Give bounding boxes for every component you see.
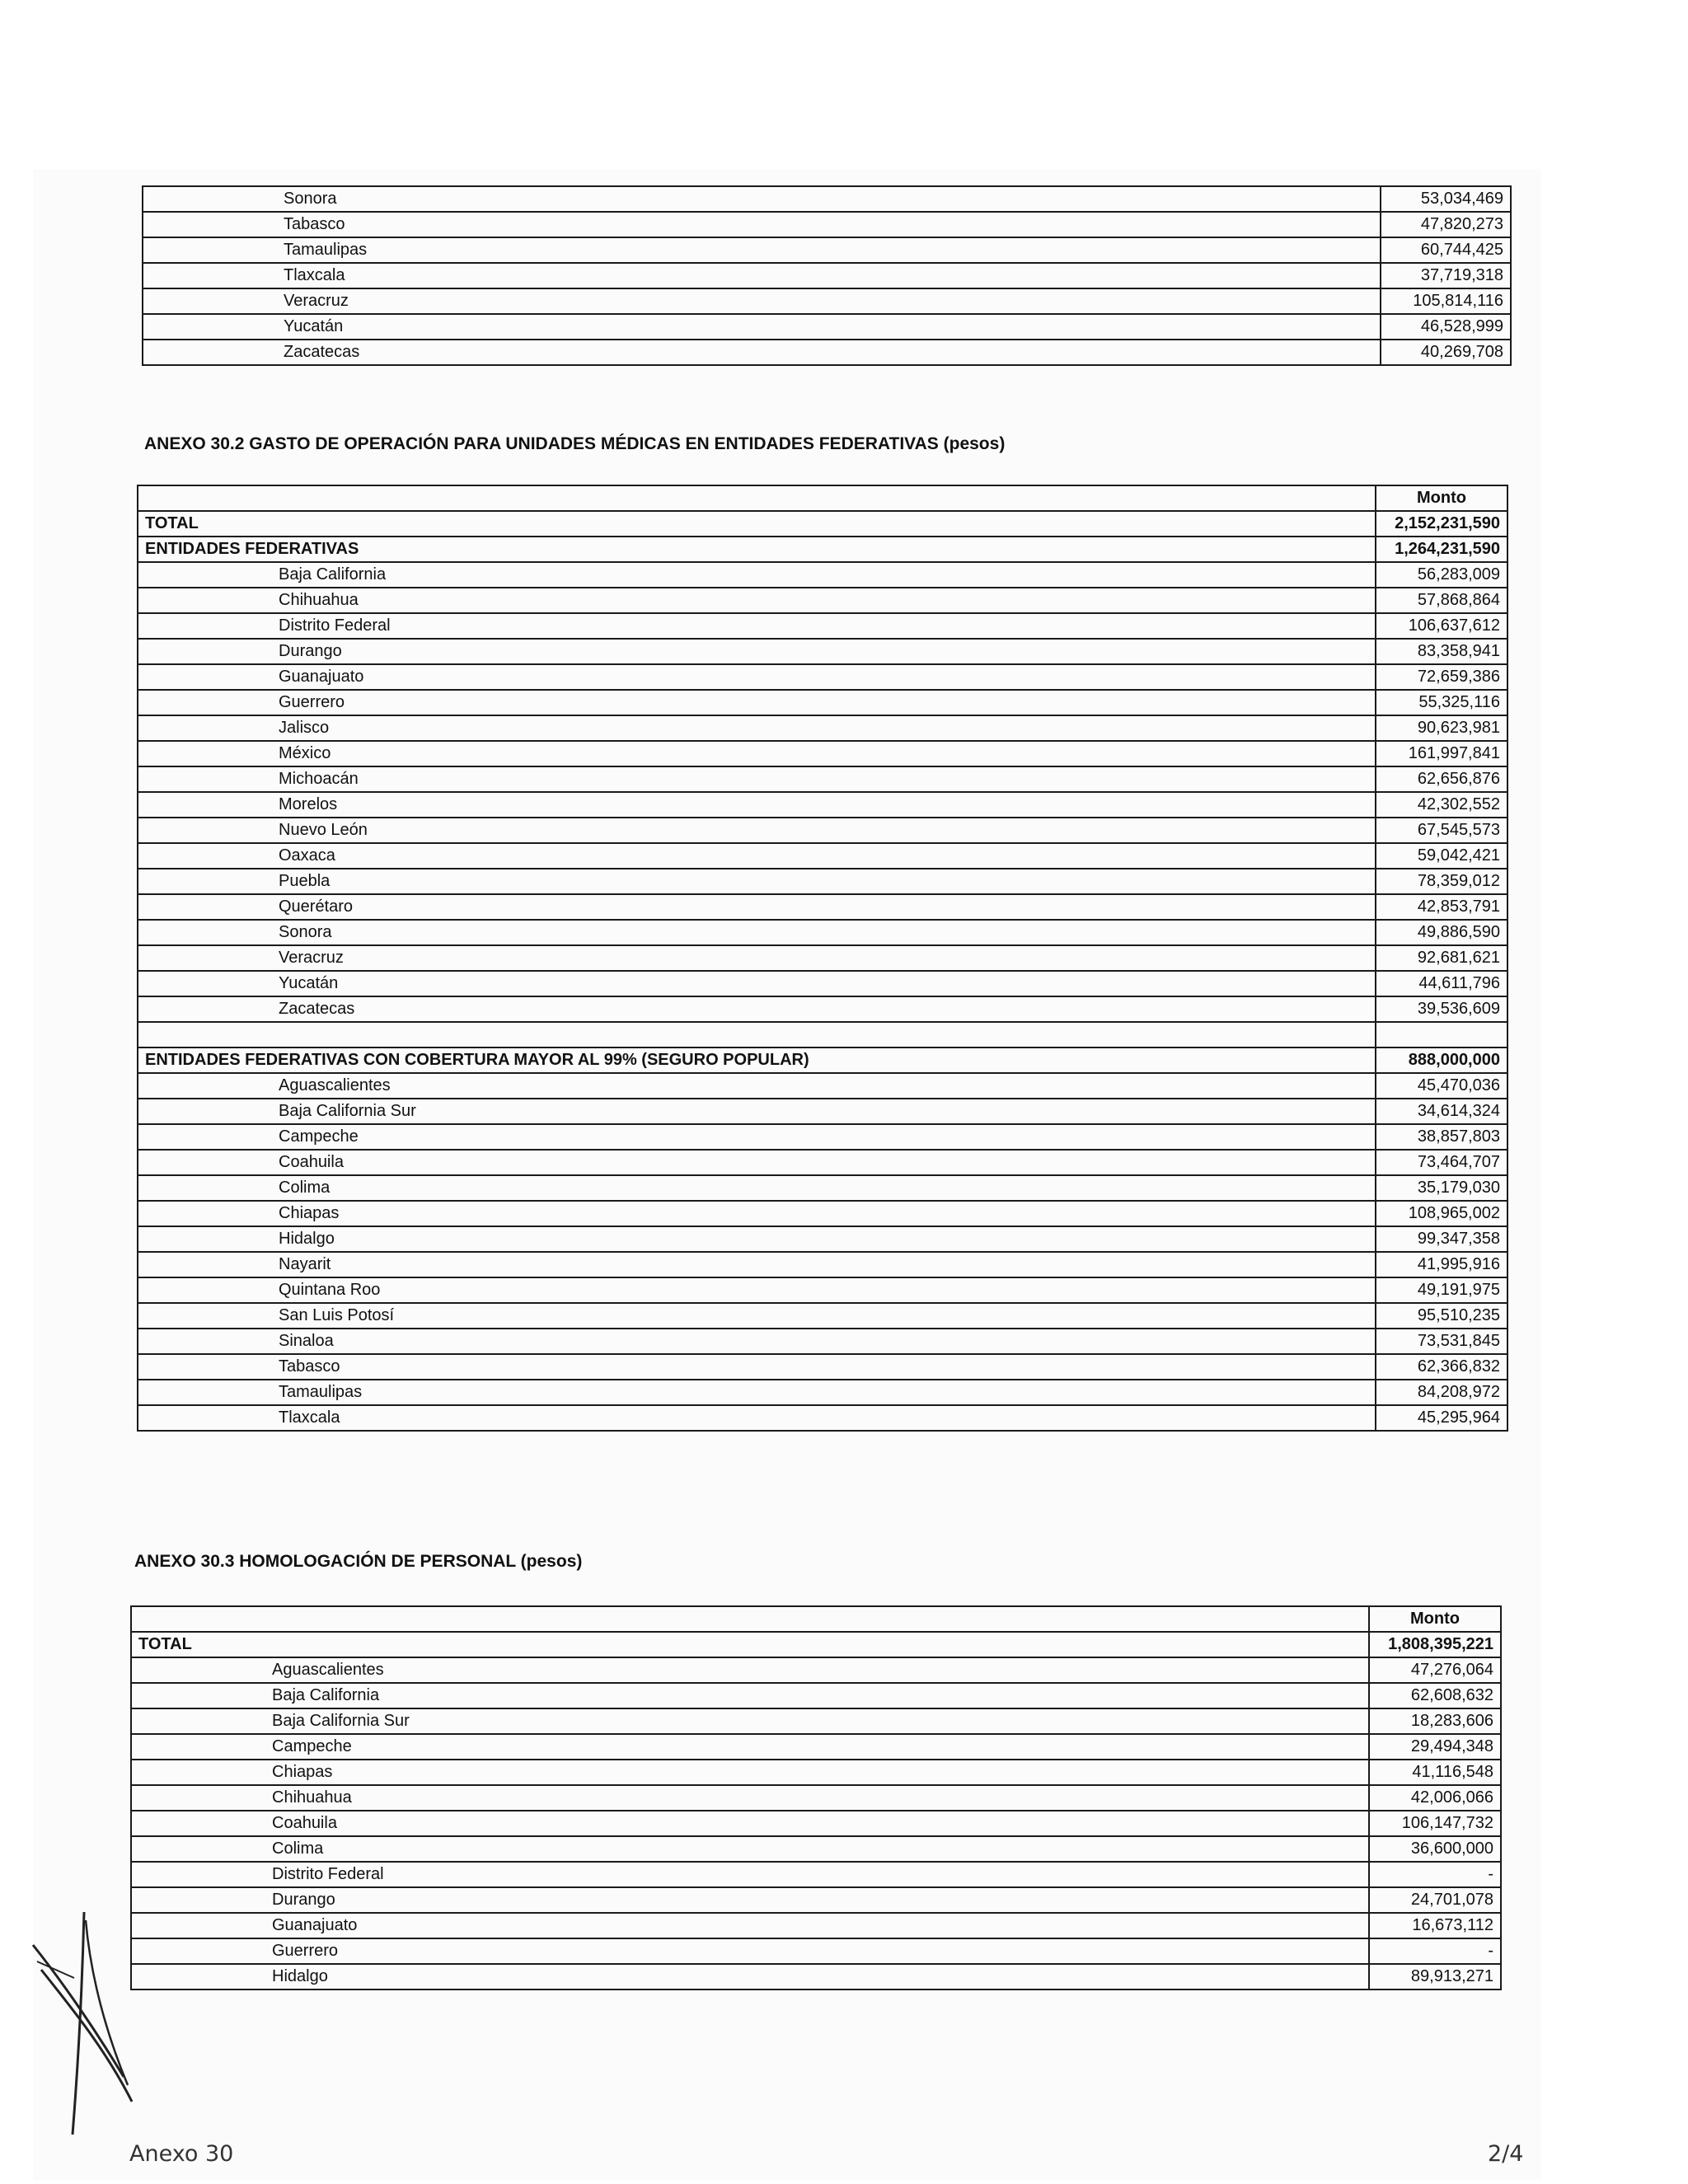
state-name: Veracruz	[138, 945, 1376, 971]
state-name: Durango	[138, 639, 1376, 664]
state-name: Veracruz	[143, 288, 1381, 314]
state-name: Campeche	[131, 1734, 1369, 1760]
state-amount: 99,347,358	[1376, 1226, 1507, 1252]
table-row	[138, 1201, 1507, 1226]
table-row	[138, 1073, 1507, 1099]
group-label: ENTIDADES FEDERATIVAS	[138, 537, 1376, 562]
table-row	[138, 996, 1507, 1022]
state-amount: 62,608,632	[1369, 1683, 1501, 1708]
state-name: Hidalgo	[131, 1964, 1369, 1990]
state-name: Coahuila	[138, 1150, 1376, 1175]
table-row	[138, 920, 1507, 945]
state-amount: 105,814,116	[1381, 288, 1511, 314]
table-row	[131, 1836, 1501, 1862]
group-amount: 1,264,231,590	[1376, 537, 1507, 562]
state-amount: 24,701,078	[1369, 1887, 1501, 1913]
total-row	[131, 1632, 1501, 1657]
table-row	[138, 1150, 1507, 1175]
table-row	[138, 818, 1507, 843]
state-amount: 84,208,972	[1376, 1380, 1507, 1405]
anexo-30-3-table	[130, 1605, 1502, 1990]
state-name: Zacatecas	[143, 340, 1381, 365]
state-name: México	[138, 741, 1376, 766]
table-row	[138, 1252, 1507, 1277]
state-amount: 83,358,941	[1376, 639, 1507, 664]
state-name: Querétaro	[138, 894, 1376, 920]
state-name: Baja California Sur	[131, 1708, 1369, 1734]
table-row	[138, 869, 1507, 894]
table-row	[138, 562, 1507, 588]
table-header-row	[131, 1606, 1501, 1632]
state-amount: 55,325,116	[1376, 690, 1507, 715]
state-name: Chihuahua	[138, 588, 1376, 613]
table-row	[138, 894, 1507, 920]
state-amount: 39,536,609	[1376, 996, 1507, 1022]
state-amount: -	[1369, 1938, 1501, 1964]
table-row	[138, 588, 1507, 613]
state-name: Chiapas	[131, 1760, 1369, 1785]
state-name: Sonora	[143, 186, 1381, 212]
state-name: Baja California Sur	[138, 1099, 1376, 1124]
table-row	[131, 1683, 1501, 1708]
state-name: Guerrero	[138, 690, 1376, 715]
state-amount: 44,611,796	[1376, 971, 1507, 996]
table-row	[131, 1785, 1501, 1811]
state-name: Aguascalientes	[131, 1657, 1369, 1683]
state-name: Chihuahua	[131, 1785, 1369, 1811]
continuation-table	[142, 185, 1512, 366]
state-name: Jalisco	[138, 715, 1376, 741]
state-name: Hidalgo	[138, 1226, 1376, 1252]
total-label: TOTAL	[131, 1632, 1369, 1657]
state-name: San Luis Potosí	[138, 1303, 1376, 1329]
state-amount: -	[1369, 1862, 1501, 1887]
table-row	[131, 1708, 1501, 1734]
state-amount: 42,006,066	[1369, 1785, 1501, 1811]
state-amount: 18,283,606	[1369, 1708, 1501, 1734]
state-name: Aguascalientes	[138, 1073, 1376, 1099]
total-row	[138, 511, 1507, 537]
state-amount: 45,295,964	[1376, 1405, 1507, 1431]
table-row	[138, 1175, 1507, 1201]
table-row	[138, 1405, 1507, 1431]
table-row	[131, 1913, 1501, 1938]
table-row	[138, 766, 1507, 792]
state-name: Tamaulipas	[143, 237, 1381, 263]
state-amount: 46,528,999	[1381, 314, 1511, 340]
state-amount: 38,857,803	[1376, 1124, 1507, 1150]
state-amount: 45,470,036	[1376, 1073, 1507, 1099]
table-row	[138, 1303, 1507, 1329]
state-amount: 73,464,707	[1376, 1150, 1507, 1175]
table-row	[138, 1329, 1507, 1354]
section-title-anexo-30-2: ANEXO 30.2 GASTO DE OPERACIÓN PARA UNIDADES MÉDICAS EN ENTIDADES FEDERATIVAS (pesos)	[144, 434, 1006, 453]
state-amount: 92,681,621	[1376, 945, 1507, 971]
state-amount: 16,673,112	[1369, 1913, 1501, 1938]
state-name: Chiapas	[138, 1201, 1376, 1226]
state-amount: 49,191,975	[1376, 1277, 1507, 1303]
state-amount: 53,034,469	[1381, 186, 1511, 212]
state-amount: 34,614,324	[1376, 1099, 1507, 1124]
state-name: Coahuila	[131, 1811, 1369, 1836]
table-row	[138, 843, 1507, 869]
state-name: Tamaulipas	[138, 1380, 1376, 1405]
table-row	[138, 664, 1507, 690]
table-row	[143, 340, 1511, 365]
table-row	[138, 639, 1507, 664]
state-amount: 78,359,012	[1376, 869, 1507, 894]
state-name: Tlaxcala	[143, 263, 1381, 288]
header-amount: Monto	[1369, 1606, 1501, 1632]
anexo-30-2-table	[137, 485, 1508, 1432]
state-amount: 90,623,981	[1376, 715, 1507, 741]
table-row	[138, 1277, 1507, 1303]
header-blank-cell	[138, 485, 1376, 511]
state-amount: 36,600,000	[1369, 1836, 1501, 1862]
state-amount: 161,997,841	[1376, 741, 1507, 766]
table-row	[138, 1380, 1507, 1405]
state-name: Tabasco	[143, 212, 1381, 237]
state-name: Durango	[131, 1887, 1369, 1913]
group-label: ENTIDADES FEDERATIVAS CON COBERTURA MAYOR AL 99% (SEGURO POPULAR)	[138, 1047, 1376, 1073]
state-amount: 40,269,708	[1381, 340, 1511, 365]
table-row	[138, 945, 1507, 971]
state-name: Colima	[138, 1175, 1376, 1201]
table-row	[138, 1226, 1507, 1252]
table-row	[138, 741, 1507, 766]
state-name: Guanajuato	[138, 664, 1376, 690]
blank-cell	[1376, 1022, 1507, 1047]
table-row	[143, 263, 1511, 288]
table-row	[143, 212, 1511, 237]
table-row	[131, 1657, 1501, 1683]
signature-mark	[25, 1912, 148, 2143]
state-name: Sinaloa	[138, 1329, 1376, 1354]
table-row	[131, 1887, 1501, 1913]
table-row	[143, 237, 1511, 263]
table-row	[131, 1811, 1501, 1836]
state-name: Guanajuato	[131, 1913, 1369, 1938]
state-amount: 56,283,009	[1376, 562, 1507, 588]
total-amount: 2,152,231,590	[1376, 511, 1507, 537]
state-amount: 108,965,002	[1376, 1201, 1507, 1226]
state-amount: 47,820,273	[1381, 212, 1511, 237]
total-amount: 1,808,395,221	[1369, 1632, 1501, 1657]
header-blank-cell	[131, 1606, 1369, 1632]
state-amount: 37,719,318	[1381, 263, 1511, 288]
table-row	[138, 715, 1507, 741]
state-amount: 95,510,235	[1376, 1303, 1507, 1329]
state-amount: 59,042,421	[1376, 843, 1507, 869]
table-row	[138, 792, 1507, 818]
state-amount: 41,116,548	[1369, 1760, 1501, 1785]
state-amount: 29,494,348	[1369, 1734, 1501, 1760]
table-row	[138, 613, 1507, 639]
state-name: Morelos	[138, 792, 1376, 818]
state-amount: 62,656,876	[1376, 766, 1507, 792]
footer-page-number: 2/4	[1488, 2141, 1524, 2167]
state-amount: 47,276,064	[1369, 1657, 1501, 1683]
table-row	[143, 288, 1511, 314]
table-row	[138, 1124, 1507, 1150]
state-name: Nuevo León	[138, 818, 1376, 843]
state-name: Michoacán	[138, 766, 1376, 792]
state-name: Colima	[131, 1836, 1369, 1862]
state-amount: 57,868,864	[1376, 588, 1507, 613]
state-name: Yucatán	[138, 971, 1376, 996]
table-row	[143, 186, 1511, 212]
state-amount: 72,659,386	[1376, 664, 1507, 690]
footer-annex-label: Anexo 30	[129, 2141, 234, 2167]
group-amount: 888,000,000	[1376, 1047, 1507, 1073]
state-amount: 42,302,552	[1376, 792, 1507, 818]
state-amount: 106,637,612	[1376, 613, 1507, 639]
state-name: Distrito Federal	[138, 613, 1376, 639]
state-amount: 89,913,271	[1369, 1964, 1501, 1990]
state-amount: 49,886,590	[1376, 920, 1507, 945]
table-row	[131, 1760, 1501, 1785]
state-amount: 42,853,791	[1376, 894, 1507, 920]
header-amount: Monto	[1376, 485, 1507, 511]
blank-row	[138, 1022, 1507, 1047]
table-row	[131, 1862, 1501, 1887]
state-name: Tlaxcala	[138, 1405, 1376, 1431]
state-amount: 41,995,916	[1376, 1252, 1507, 1277]
table-row	[143, 314, 1511, 340]
state-name: Zacatecas	[138, 996, 1376, 1022]
table-row	[131, 1734, 1501, 1760]
table-row	[138, 690, 1507, 715]
total-label: TOTAL	[138, 511, 1376, 537]
table-row	[138, 1354, 1507, 1380]
blank-cell	[138, 1022, 1376, 1047]
state-name: Baja California	[138, 562, 1376, 588]
table-row	[131, 1938, 1501, 1964]
state-name: Oaxaca	[138, 843, 1376, 869]
group-row	[138, 1047, 1507, 1073]
state-name: Yucatán	[143, 314, 1381, 340]
group-row	[138, 537, 1507, 562]
table-row	[131, 1964, 1501, 1990]
state-name: Distrito Federal	[131, 1862, 1369, 1887]
state-name: Puebla	[138, 869, 1376, 894]
state-name: Nayarit	[138, 1252, 1376, 1277]
state-name: Campeche	[138, 1124, 1376, 1150]
state-name: Baja California	[131, 1683, 1369, 1708]
state-name: Tabasco	[138, 1354, 1376, 1380]
state-name: Quintana Roo	[138, 1277, 1376, 1303]
state-amount: 62,366,832	[1376, 1354, 1507, 1380]
state-amount: 67,545,573	[1376, 818, 1507, 843]
table-header-row	[138, 485, 1507, 511]
state-name: Guerrero	[131, 1938, 1369, 1964]
table-row	[138, 1099, 1507, 1124]
state-amount: 106,147,732	[1369, 1811, 1501, 1836]
table-row	[138, 971, 1507, 996]
state-name: Sonora	[138, 920, 1376, 945]
section-title-anexo-30-3: ANEXO 30.3 HOMOLOGACIÓN DE PERSONAL (pesos)	[134, 1552, 583, 1571]
state-amount: 73,531,845	[1376, 1329, 1507, 1354]
state-amount: 60,744,425	[1381, 237, 1511, 263]
state-amount: 35,179,030	[1376, 1175, 1507, 1201]
